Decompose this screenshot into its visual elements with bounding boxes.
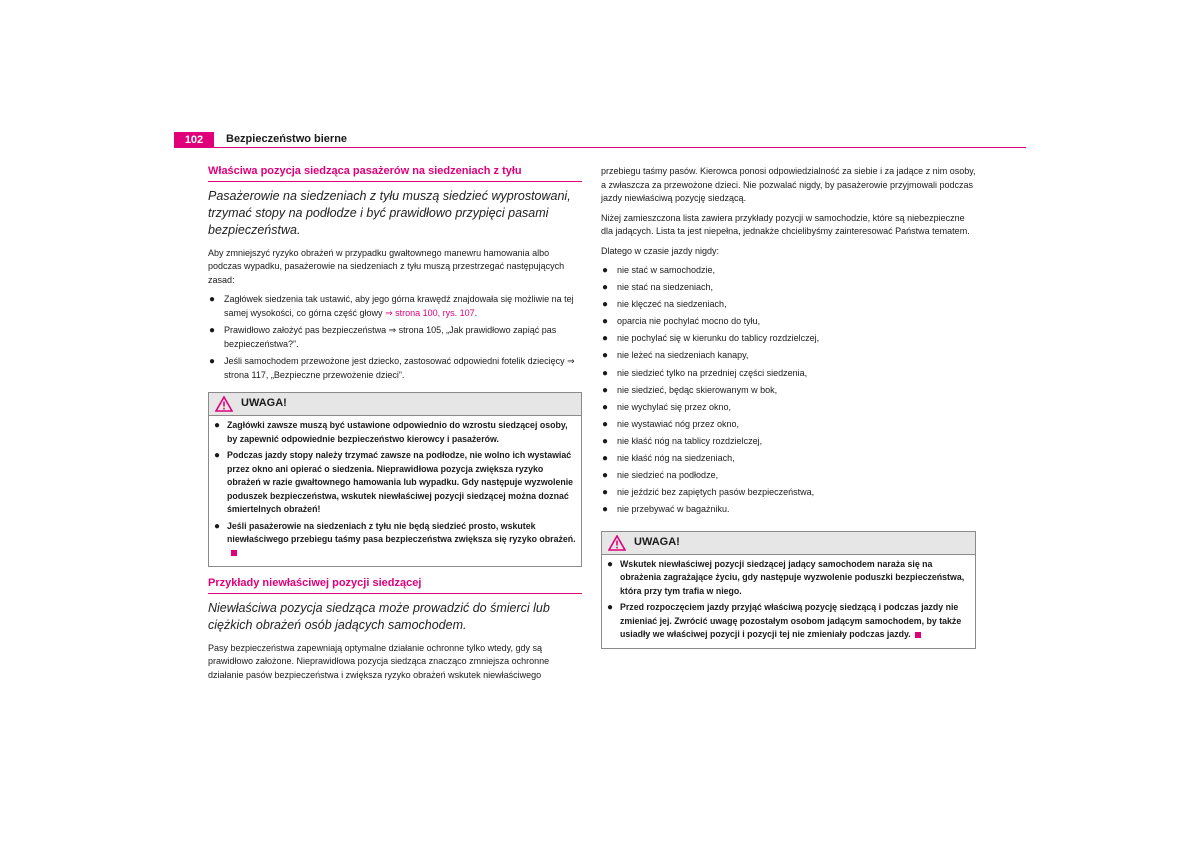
list-item-text: nie stać w samochodzie, [617,265,716,275]
bullet-icon: ● [602,265,609,276]
bullet-icon: ● [209,356,216,367]
warning-text: Zagłówki zawsze muszą być ustawione odpowiednio do wzrostu siedzącej osoby, by zapewnić odpowiednie bezpieczeństwo kierowcy i pasażerów. [227,420,568,444]
warning-text: Wskutek niewłaściwej pozycji siedzącej jadący samochodem naraża się na obrażenia zagrażające życiu, gdy następuje wyzwolenie poduszki bezpieczeństwa, która przy tym trafia w niego. [620,558,965,596]
list-item-text: nie jeździć bez zapiętych pasów bezpieczeństwa, [617,487,815,498]
body-paragraph: Dlatego w czasie jazdy nigdy: [601,245,720,256]
list-item [601,418,976,432]
list-item-text: nie przebywać w bagażniku. [617,504,730,515]
list-item [601,281,976,295]
bullet-icon: ● [602,487,609,499]
warning-item [213,520,577,561]
list-item-text: nie kłaść nóg na siedzeniach, [617,453,735,464]
list-item-text: nie siedzieć na podłodze, [617,470,719,481]
list-item [601,367,976,381]
bullet-icon: ● [214,520,221,532]
bullet-icon: ● [602,435,609,447]
list-item [601,384,976,398]
list-item-text: nie leżeć na siedzeniach kanapy, [617,350,749,361]
section-lead: Niewłaściwa pozycja siedząca może prowadzić do śmierci lub ciężkich obrażeń osób jadących samochodem. [208,600,550,632]
warning-title: UWAGA! [634,536,680,549]
body-paragraph: Pasy bezpieczeństwa zapewniają optymalne działanie ochronne tylko wtedy, gdy są prawidłowo założone. Nieprawidłowa pozycja siedząca znacząco zmniejsza ochronne działanie pasów bezpieczeństwa i zwiększa ryzyko obrażeń wskutek niewłaściwego [208,642,550,680]
list-item [601,435,976,449]
list-item [208,293,582,320]
list-item-text: oparcia nie pochylać mocno do tyłu, [617,316,761,327]
list-item-text: Jeśli samochodem przewożone jest dziecko, zastosować odpowiedni fotelik dziecięcy ⇒ strona 117, „Bezpieczne przewożenie dzieci”. [224,356,575,380]
list-item [601,332,976,346]
warning-header [602,532,975,555]
list-item-text: nie wychylać się przez okno, [617,401,732,412]
bullet-icon: ● [602,316,609,328]
list-item [601,503,976,517]
bullet-icon: ● [602,333,609,345]
bullet-icon: ● [214,450,221,461]
list-item-text: nie pochylać się w kierunku do tablicy rozdzielczej, [617,333,820,344]
page-reference-link[interactable]: ⇒ strona 100, rys. 107 [385,307,475,318]
bullet-icon: ● [602,470,609,482]
right-column [601,165,976,659]
bullet-icon: ● [209,294,216,305]
bullet-icon: ● [602,367,609,379]
bullet-icon: ● [602,350,609,362]
warning-title: UWAGA! [241,397,287,410]
list-item-text: nie kłaść nóg na tablicy rozdzielczej, [617,435,763,446]
warning-text: Podczas jazdy stopy należy trzymać zawsze na podłodze, nie wolno ich wystawiać przez okno ani opierać o siedzenia. Nieprawidłowa pozycja zwiększa ryzyko obrażeń w razie gwałtownego hamowania lub wypadku. Gdy następuje wyzwolenie poduszek bezpieczeństwa, wskutek niewłaściwej pozycji siedzącej można doznać śmiertelnych obrażeń! [227,450,574,514]
list-item-text: Zagłówek siedzenia tak ustawić, aby jego górna krawędź znajdowała się możliwie na tej samej wysokości, co górna część głowy [224,294,574,318]
warning-body [209,416,581,566]
bullet-icon: ● [607,602,614,614]
warning-item [213,419,577,446]
body-paragraph: Niżej zamieszczona lista zawiera przykłady pozycji w samochodzie, które są niebezpieczne dla jadących. Lista ta jest niepełna, jednakże chcielibyśmy zainteresować Państwa tematem. [601,212,970,236]
list-item [601,349,976,363]
page-title: Bezpieczeństwo bierne [226,133,348,145]
list-item [208,324,582,351]
bullet-icon: ● [214,420,221,431]
list-item [601,401,976,415]
section-title: Przykłady niewłaściwej pozycji siedzącej [208,577,582,594]
warning-item [213,449,577,517]
section-title: Właściwa pozycja siedząca pasażerów na siedzeniach z tyłu [208,165,582,182]
warning-item [606,558,971,599]
dont-list [601,264,976,517]
bullet-icon: ● [209,325,216,336]
warning-text: Jeśli pasażerowie na siedzeniach z tyłu nie będą siedzieć prosto, wskutek niewłaściwego przebiegu taśmy pasa bezpieczeństwa zwiększa się ryzyko obrażeń. [227,520,576,544]
bullet-icon: ● [602,453,609,465]
warning-body [602,555,975,648]
list-item [601,452,976,466]
list-item [601,264,976,278]
list-item-text: Prawidłowo założyć pas bezpieczeństwa ⇒ strona 105, „Jak prawidłowo zapiąć pas bezpieczeństwa?”. [224,325,557,349]
warning-triangle-icon [608,535,626,551]
page-number: 102 [174,132,214,148]
bullet-icon: ● [602,282,609,294]
bullet-icon: ● [602,384,609,396]
warning-triangle-icon [215,396,233,412]
list-item [601,469,976,483]
bullet-icon: ● [602,299,609,311]
intro-paragraph: Aby zmniejszyć ryzyko obrażeń w przypadku gwałtownego manewru hamowania albo podczas wypadku, pasażerowie na siedzeniach z tyłu muszą przestrzegać następujących zasad: [208,247,565,285]
list-item-text: nie stać na siedzeniach, [617,282,714,293]
list-item [601,315,976,329]
warning-text: Przed rozpoczęciem jazdy przyjąć właściwą pozycję siedzącą i podczas jazdy nie zmieniać jej. Zwrócić uwagę pozostałym osobom jadącym samochodem, by także usiadły we właściwej pozycji i pozycji tej nie zmieniały podczas jazdy. [620,602,962,640]
bullet-icon: ● [607,558,614,570]
warning-box [601,531,976,649]
body-paragraph: przebiegu taśmy pasów. Kierowca ponosi odpowiedzialność za siebie i za jadące z nim osoby, a zwłaszcza za przewożone dzieci. Nie pozwalać nigdy, by pasażerowie przyjmowali podczas jazdy niewłaściwą pozycję siedzącą. [601,166,976,203]
end-mark-icon [231,550,237,556]
list-item-text: nie siedzieć, będąc skierowanym w bok, [617,384,778,395]
header-rule [174,147,1026,148]
list-item [208,355,582,382]
list-item [601,298,976,312]
list-item-text: nie klęczeć na siedzeniach, [617,299,727,310]
warning-item [606,601,971,642]
list-item-end: . [474,307,478,318]
warning-box [208,392,582,567]
list-item [601,486,976,500]
section-lead: Pasażerowie na siedzeniach z tyłu muszą siedzieć wyprostowani, trzymać stopy na podłodze i być prawidłowo przypięci pasami bezpieczeństwa. [208,188,571,237]
list-item-text: nie siedzieć tylko na przedniej części siedzenia, [617,367,808,378]
bullet-icon: ● [602,401,609,413]
end-mark-icon [915,632,921,638]
bullet-icon: ● [602,504,609,516]
bullet-icon: ● [602,418,609,430]
warning-header [209,393,581,416]
list-item-text: nie wystawiać nóg przez okno, [617,418,740,429]
left-column [208,165,582,688]
